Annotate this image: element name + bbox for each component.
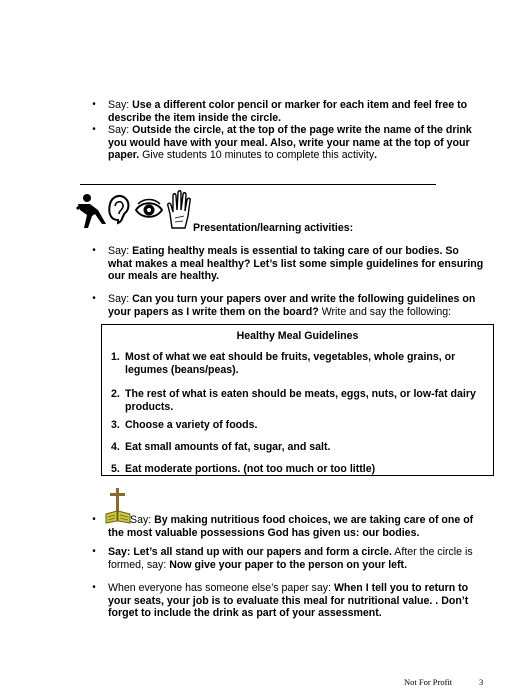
instruction-drink-name bbox=[108, 124, 508, 162]
instruction-note: Write and say the following: bbox=[318, 305, 452, 318]
instruction-nutritious-choices bbox=[108, 514, 508, 539]
instruction-color-pencil bbox=[108, 99, 508, 124]
instruction-note: When everyone has someone else’s paper say: bbox=[108, 582, 334, 594]
instruction-form-circle bbox=[108, 546, 508, 571]
guideline-text: The rest of what is eaten should be meats, eggs, nuts, or low-fat dairy bbox=[125, 388, 476, 400]
guideline-text: legumes (beans/peas). bbox=[125, 363, 239, 376]
instruction-note: After the circle is bbox=[391, 546, 473, 558]
instruction-text: Outside the circle, at the top of the page write the name of the drink bbox=[132, 124, 472, 136]
say-label: Say: bbox=[108, 293, 133, 305]
guideline-text: Choose a variety of foods. bbox=[125, 419, 258, 431]
guideline-text: Eat moderate portions. (not too much or too little) bbox=[125, 463, 376, 475]
hand-icon bbox=[168, 191, 190, 228]
learning-style-icons bbox=[74, 190, 192, 230]
bullet-marker: • bbox=[92, 546, 96, 557]
instruction-text: forget to include the drink as part of your assessment. bbox=[108, 607, 382, 620]
eye-icon bbox=[136, 200, 162, 217]
instruction-text: your papers as I write them on the board? bbox=[108, 305, 319, 318]
instruction-turn-papers bbox=[108, 293, 508, 318]
say-label: Say: bbox=[108, 245, 133, 257]
guideline-number: 1. bbox=[111, 351, 120, 363]
ear-icon bbox=[109, 196, 128, 223]
guidelines-title: Healthy Meal Guidelines bbox=[236, 330, 359, 342]
guideline-text: Eat small amounts of fat, sugar, and salt. bbox=[125, 441, 331, 453]
instruction-healthy-meals bbox=[108, 245, 508, 283]
instruction-text: Eating healthy meals is essential to taking care of our bodies. So bbox=[132, 245, 459, 257]
instruction-text: paper. bbox=[108, 149, 140, 162]
instruction-text: By making nutritious food choices, we are taking care of one of bbox=[154, 514, 474, 526]
bullet-marker: • bbox=[92, 582, 96, 593]
bullet-marker: • bbox=[92, 124, 96, 135]
say-label: Say: bbox=[108, 124, 133, 136]
instruction-text: describe the item inside the circle. bbox=[108, 111, 282, 124]
instruction-text: your seats, your job is to evaluate this meal for nutritional value. . Don’t bbox=[108, 594, 469, 607]
instruction-note: Give students 10 minutes to complete this activity bbox=[139, 149, 375, 162]
guideline-text: Most of what we eat should be fruits, vegetables, whole grains, or bbox=[125, 351, 456, 363]
instruction-text: When I tell you to return to bbox=[333, 582, 469, 594]
instruction-text: Now give your paper to the person on your left. bbox=[169, 558, 408, 571]
instruction-text: you would have with your meal. Also, write your name at the top of your bbox=[108, 136, 470, 149]
bullet-marker: • bbox=[92, 514, 96, 525]
say-label: Say: bbox=[108, 99, 133, 111]
instruction-evaluate-meal bbox=[108, 582, 508, 620]
instruction-text: the most valuable possessions God has given us: our bodies. bbox=[108, 526, 420, 539]
guidelines-box bbox=[101, 324, 494, 476]
instruction-text: Can you turn your papers over and write the following guidelines on bbox=[132, 293, 476, 305]
instruction-text: our meals are healthy. bbox=[108, 270, 220, 283]
instruction-text: what makes a meal healthy? Let’s list some simple guidelines for ensuring bbox=[108, 257, 484, 270]
section-divider bbox=[80, 184, 436, 185]
section-heading: Presentation/learning activities: bbox=[193, 222, 354, 234]
instruction-text: Use a different color pencil or marker for each item and feel free to bbox=[132, 99, 468, 111]
guideline-number: 5. bbox=[111, 463, 120, 475]
footer-text: Not For Profit bbox=[404, 677, 453, 687]
say-label: Say: bbox=[130, 514, 155, 526]
instruction-note: formed, say: bbox=[108, 558, 170, 571]
guideline-number: 2. bbox=[111, 388, 120, 400]
bullet-marker: • bbox=[92, 293, 96, 304]
stretching-figure-icon bbox=[76, 194, 106, 228]
instruction-period: . bbox=[374, 149, 378, 162]
bullet-marker: • bbox=[92, 99, 96, 110]
bullet-marker: • bbox=[92, 245, 96, 256]
guideline-number: 3. bbox=[111, 419, 120, 431]
guideline-text: products. bbox=[125, 400, 174, 413]
instruction-text: Say: Let’s all stand up with our papers and form a circle. bbox=[108, 546, 392, 558]
guideline-number: 4. bbox=[111, 441, 120, 453]
page-number: 3 bbox=[479, 677, 484, 687]
